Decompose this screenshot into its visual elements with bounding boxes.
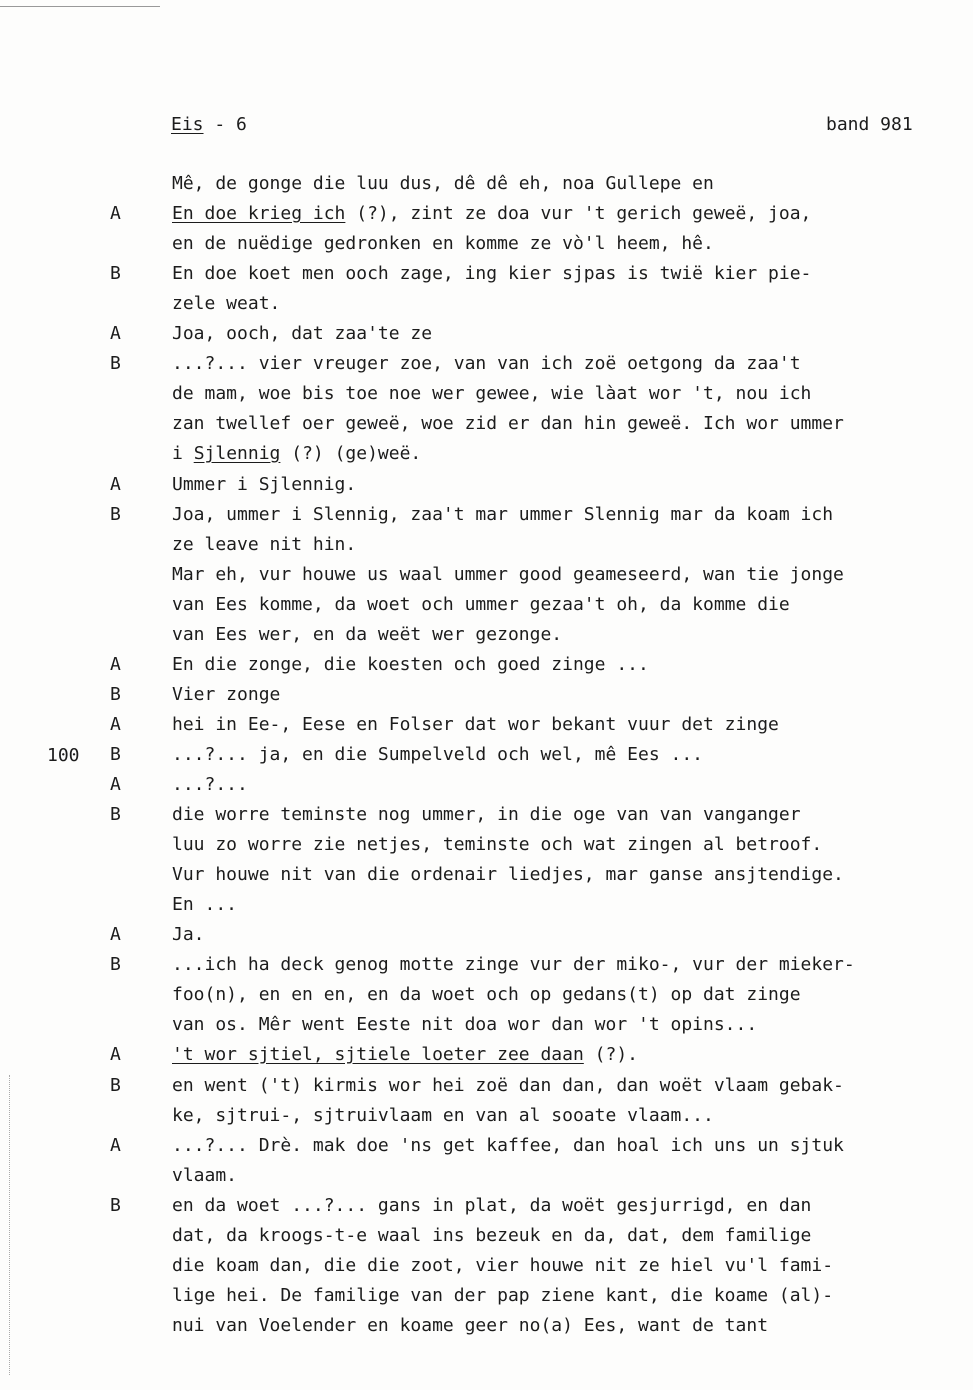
transcript-line <box>0 233 973 263</box>
line-body: lige hei. De familige van der pap ziene kant, die koame (al)- <box>172 1285 834 1306</box>
transcript-line <box>0 263 973 293</box>
transcript-line <box>0 1075 973 1105</box>
transcript-line <box>0 534 973 564</box>
line-text <box>172 263 811 284</box>
line-body: (?) (ge)weë. <box>280 443 422 464</box>
line-text <box>172 1135 844 1156</box>
transcript-line <box>0 1014 973 1044</box>
line-text <box>172 774 248 795</box>
transcript-line <box>0 1195 973 1225</box>
top-rule <box>0 6 160 7</box>
speaker-label: A <box>110 1135 121 1156</box>
transcript-line <box>0 383 973 413</box>
line-text <box>172 654 649 675</box>
line-text <box>172 413 844 434</box>
line-body: ke, sjtrui-, sjtruivlaam en van al sooate vlaam... <box>172 1105 714 1126</box>
line-body: nui van Voelender en koame geer no(a) Ees, want de tant <box>172 1315 769 1336</box>
line-text <box>172 804 801 825</box>
speaker-label: B <box>110 353 121 374</box>
line-body: (?), zint ze doa vur 't gerich geweë, joa, <box>345 203 812 224</box>
speaker-label: B <box>110 263 121 284</box>
transcript-line <box>0 173 973 203</box>
line-number: 100 <box>47 745 80 766</box>
line-body: ...?... ja, en die Sumpelveld och wel, mê Ees ... <box>172 744 704 765</box>
transcript-line <box>0 203 973 233</box>
transcript-line <box>0 353 973 383</box>
transcript-line <box>0 744 973 774</box>
line-body: luu zo worre zie netjes, teminste och wat zingen al betroof. <box>172 834 823 855</box>
line-text <box>172 1014 757 1035</box>
line-body: Ummer i Sjlennig. <box>172 474 357 495</box>
speaker-label: B <box>110 954 121 975</box>
line-body: Joa, ummer i Slennig, zaa't mar ummer Slennig mar da koam ich <box>172 504 834 525</box>
transcript-line <box>0 774 973 804</box>
line-body: van os. Mêr went Eeste nit doa wor dan wor 't opins... <box>172 1014 758 1035</box>
transcript-line <box>0 894 973 924</box>
line-text <box>172 474 356 495</box>
line-text <box>172 1285 833 1306</box>
line-text <box>172 714 779 735</box>
line-body: Vier zonge <box>172 684 281 705</box>
transcript-line <box>0 714 973 744</box>
speaker-label: A <box>110 1044 121 1065</box>
line-text <box>172 744 703 765</box>
line-body: en de nuëdige gedronken en komme ze vò'l heem, hê. <box>172 233 714 254</box>
speaker-label: B <box>110 1075 121 1096</box>
line-body: Mê, de gonge die luu dus, dê dê eh, noa Gullepe en <box>172 173 714 194</box>
line-body: van Ees komme, da woet och ummer gezaa't oh, da komme die <box>172 594 790 615</box>
line-text <box>172 1075 844 1096</box>
transcript-line <box>0 413 973 443</box>
line-text <box>172 1315 768 1336</box>
line-body: zele weat. <box>172 293 281 314</box>
transcript-line <box>0 323 973 353</box>
line-body: en da woet ...?... gans in plat, da woët gesjurrigd, en dan <box>172 1195 812 1216</box>
line-body: ...?... <box>172 774 248 795</box>
header-title: Eis <box>171 114 204 135</box>
line-body: ...?... Drè. mak doe 'ns get kaffee, dan hoal ich uns un sjtuk <box>172 1135 844 1156</box>
transcript-line <box>0 1255 973 1285</box>
line-text <box>172 1195 811 1216</box>
line-text <box>172 504 833 525</box>
line-body: die worre teminste nog ummer, in die oge van van vanganger <box>172 804 801 825</box>
line-body: dat, da kroogs-t-e waal ins bezeuk en da, dat, dem familige <box>172 1225 812 1246</box>
transcript-line <box>0 1225 973 1255</box>
line-text <box>172 293 280 314</box>
line-body: foo(n), en en en, en da woet och op gedans(t) op dat zinge <box>172 984 801 1005</box>
speaker-label: B <box>110 684 121 705</box>
line-body: die koam dan, die die zoot, vier houwe nit ze hiel vu'l fami- <box>172 1255 834 1276</box>
line-body: zan twellef oer geweë, woe zid er dan hin geweë. Ich wor ummer <box>172 413 844 434</box>
line-body: En doe koet men ooch zage, ing kier sjpas is twië kier pie- <box>172 263 812 284</box>
speaker-label: A <box>110 774 121 795</box>
line-body: hei in Ee-, Eese en Folser dat wor bekant vuur det zinge <box>172 714 779 735</box>
transcript-line <box>0 1315 973 1345</box>
line-text <box>172 383 811 404</box>
header-page: - 6 <box>203 114 247 135</box>
line-text <box>172 834 822 855</box>
transcript-line <box>0 624 973 654</box>
line-prefix: i <box>172 443 194 464</box>
line-body: En ... <box>172 894 238 915</box>
line-text <box>172 984 801 1005</box>
transcript-line <box>0 1105 973 1135</box>
line-text <box>172 534 356 555</box>
line-text <box>172 894 237 915</box>
underlined-text: 't wor sjtiel, sjtiele loeter zee daan <box>172 1044 584 1065</box>
line-text <box>172 173 714 194</box>
line-body: ze leave nit hin. <box>172 534 357 555</box>
line-body: (?). <box>583 1044 638 1065</box>
line-body: en went ('t) kirmis wor hei zoë dan dan, dan woët vlaam gebak- <box>172 1075 844 1096</box>
line-text <box>172 443 421 464</box>
transcript-line <box>0 564 973 594</box>
line-text <box>172 323 432 344</box>
speaker-label: A <box>110 924 121 945</box>
underlined-text: Sjlennig <box>193 443 281 464</box>
speaker-label: B <box>110 504 121 525</box>
transcript-line <box>0 474 973 504</box>
line-text <box>172 624 562 645</box>
line-text <box>172 203 811 224</box>
line-text <box>172 594 790 615</box>
line-text <box>172 954 855 975</box>
line-body: vlaam. <box>172 1165 238 1186</box>
transcript-line <box>0 804 973 834</box>
line-body: Ja. <box>172 924 205 945</box>
line-body: Mar eh, vur houwe us waal ummer good geameseerd, wan tie jonge <box>172 564 844 585</box>
transcript-line <box>0 1165 973 1195</box>
speaker-label: A <box>110 203 121 224</box>
line-text <box>172 1044 638 1065</box>
transcript-line <box>0 684 973 714</box>
line-body: En die zonge, die koesten och goed zinge ... <box>172 654 649 675</box>
line-text <box>172 924 205 945</box>
transcript-line <box>0 834 973 864</box>
line-text <box>172 1225 811 1246</box>
transcript-line <box>0 1135 973 1165</box>
line-text <box>172 1255 833 1276</box>
line-body: Vur houwe nit van die ordenair liedjes, mar ganse ansjtendige. <box>172 864 844 885</box>
line-text <box>172 864 844 885</box>
line-body: van Ees wer, en da weët wer gezonge. <box>172 624 563 645</box>
transcript-line <box>0 443 973 473</box>
transcript-line <box>0 504 973 534</box>
line-text <box>172 353 801 374</box>
band-label: band 981 <box>826 114 913 135</box>
transcript-line <box>0 924 973 954</box>
speaker-label: B <box>110 804 121 825</box>
page-header-left <box>171 114 247 135</box>
speaker-label: B <box>110 744 121 765</box>
speaker-label: B <box>110 1195 121 1216</box>
transcript-line <box>0 954 973 984</box>
speaker-label: A <box>110 654 121 675</box>
transcript-line <box>0 984 973 1014</box>
speaker-label: A <box>110 323 121 344</box>
line-text <box>172 233 714 254</box>
line-text <box>172 684 280 705</box>
transcript-line <box>0 1285 973 1315</box>
speaker-label: A <box>110 474 121 495</box>
line-text <box>172 1165 237 1186</box>
line-body: ...?... vier vreuger zoe, van van ich zoë oetgong da zaa't <box>172 353 801 374</box>
transcript-line <box>0 594 973 624</box>
line-text <box>172 1105 714 1126</box>
line-body: Joa, ooch, dat zaa'te ze <box>172 323 433 344</box>
speaker-label: A <box>110 714 121 735</box>
line-body: de mam, woe bis toe noe wer gewee, wie làat wor 't, nou ich <box>172 383 812 404</box>
line-body: ...ich ha deck genog motte zinge vur der miko-, vur der mieker- <box>172 954 855 975</box>
transcript-line <box>0 864 973 894</box>
underlined-text: En doe krieg ich <box>172 203 346 224</box>
transcript-line <box>0 1044 973 1074</box>
transcript-line <box>0 654 973 684</box>
line-text <box>172 564 844 585</box>
transcript-line <box>0 293 973 323</box>
